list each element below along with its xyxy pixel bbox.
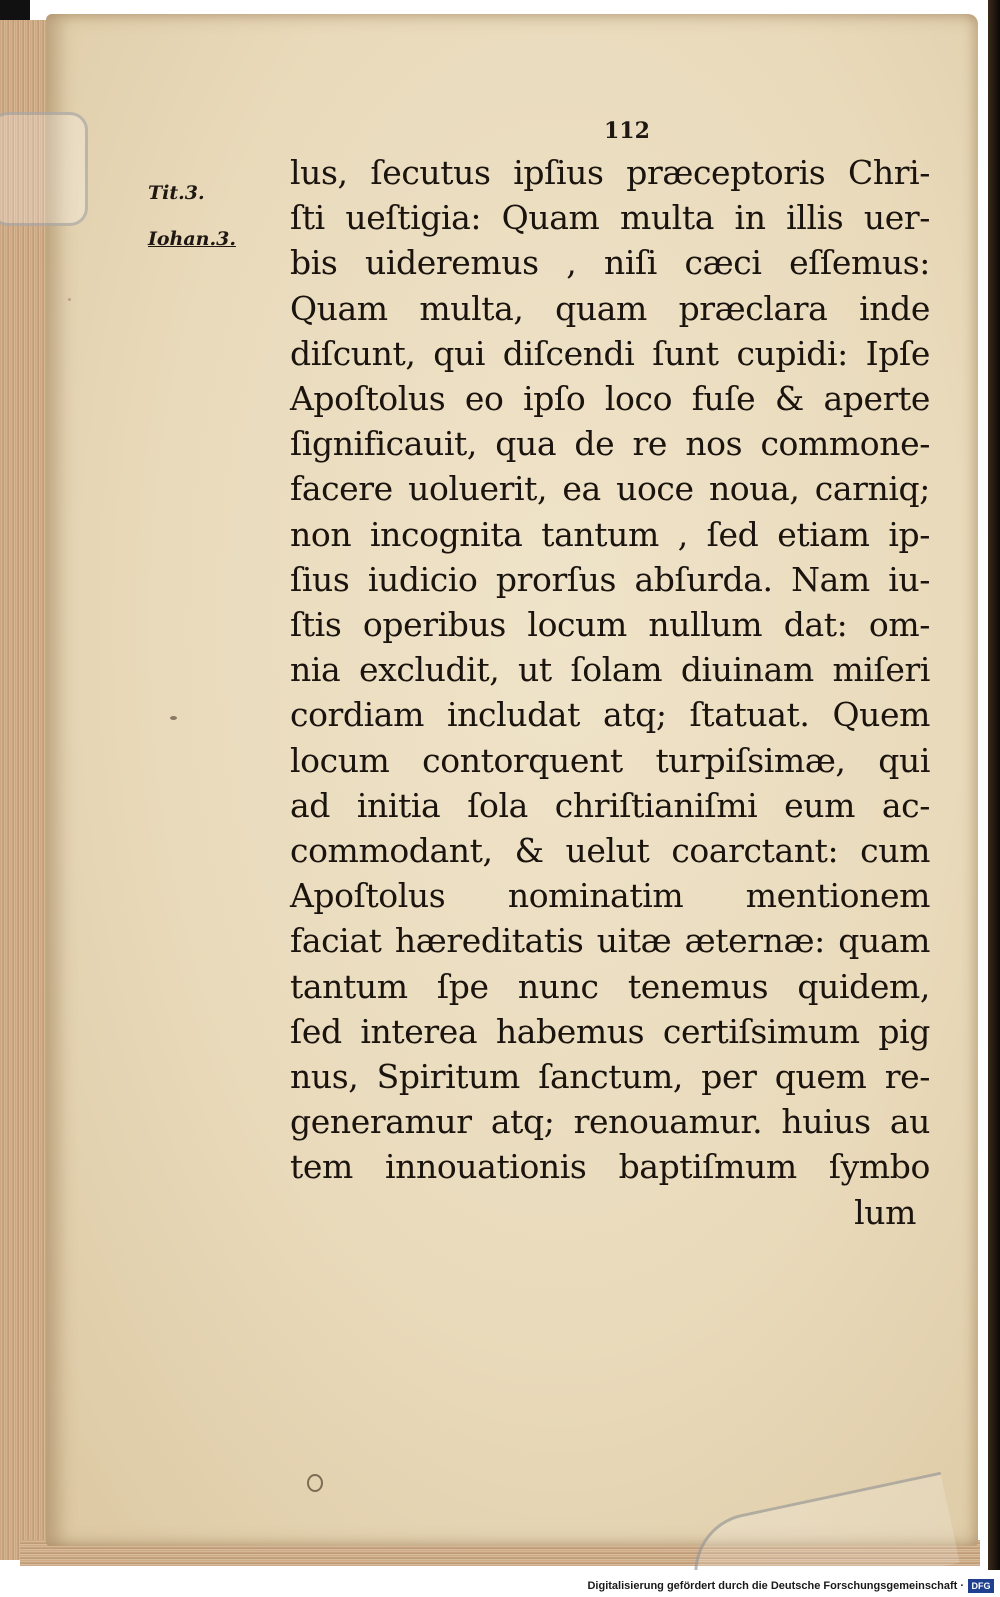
ink-speck (170, 716, 177, 720)
text-line: commodant, & uelut coarctant: cum (290, 831, 930, 871)
scan-dark-edge-right (988, 0, 1000, 1570)
text-line: tantum ſpe nunc tenemus quidem, (290, 966, 930, 1006)
text-line: non incognita tantum , ſed etiam ip- (290, 514, 930, 554)
text-line: facere uoluerit, ea uoce noua, carniq; (290, 469, 930, 509)
text-line: ſtis operibus locum nullum dat: om- (290, 605, 930, 645)
text-line: Quam multa, quam præclara inde (290, 288, 930, 328)
text-line: cordiam includat atq; ſtatuat. Quem (290, 695, 930, 735)
body-text (290, 150, 930, 1235)
margin-note-john: Iohan.3. (148, 228, 236, 250)
digitization-credit: Digitalisierung gefördert durch die Deutsche Forschungsgemeinschaft · (587, 1580, 964, 1592)
text-line: bis uideremus , niſi cæci eſſemus: (290, 243, 930, 283)
text-line: ſti ueſtigia: Quam multa in illis uer- (290, 198, 930, 238)
ink-speck (68, 298, 71, 301)
dfg-logo: DFG (968, 1579, 994, 1593)
glass-clip-left (0, 112, 88, 226)
page-number: 112 (604, 118, 650, 144)
book-page-edges-left (0, 20, 50, 1560)
text-line: locum contorquent turpiſsimæ, qui (290, 740, 930, 780)
text-line: nia excludit, ut ſolam diuinam miſeri (290, 650, 930, 690)
text-line: ad initia ſola chriſtianiſmi eum ac- (290, 785, 930, 825)
text-line: tem innouationis baptiſmum ſymbo (290, 1147, 930, 1187)
text-line: ſius iudicio prorſus abſurda. Nam iu- (290, 559, 930, 599)
text-line: nus, Spiritum ſanctum, per quem re- (290, 1057, 930, 1097)
text-line: ſignificauit, qua de re nos commone- (290, 424, 930, 464)
margin-notes (148, 170, 236, 262)
text-line-catchword: lum (854, 1192, 916, 1232)
text-line: Apoſtolus nominatim mentionem (290, 876, 930, 916)
text-line: Apoſtolus eo ipſo loco fuſe & aperte (290, 379, 930, 419)
margin-note-titus: Tit.3. (148, 182, 205, 204)
text-line: generamur atq; renouamur. huius au (290, 1102, 930, 1142)
text-line: faciat hæreditatis uitæ æternæ: quam (290, 921, 930, 961)
text-line: lus, ſecutus ipſius præceptoris Chri- (290, 153, 930, 192)
text-line: diſcunt, qui diſcendi ſunt cupidi: Ipſe (290, 333, 930, 373)
paper-ring-mark (307, 1474, 323, 1492)
text-line: ſed interea habemus certiſsimum pig (290, 1011, 930, 1051)
